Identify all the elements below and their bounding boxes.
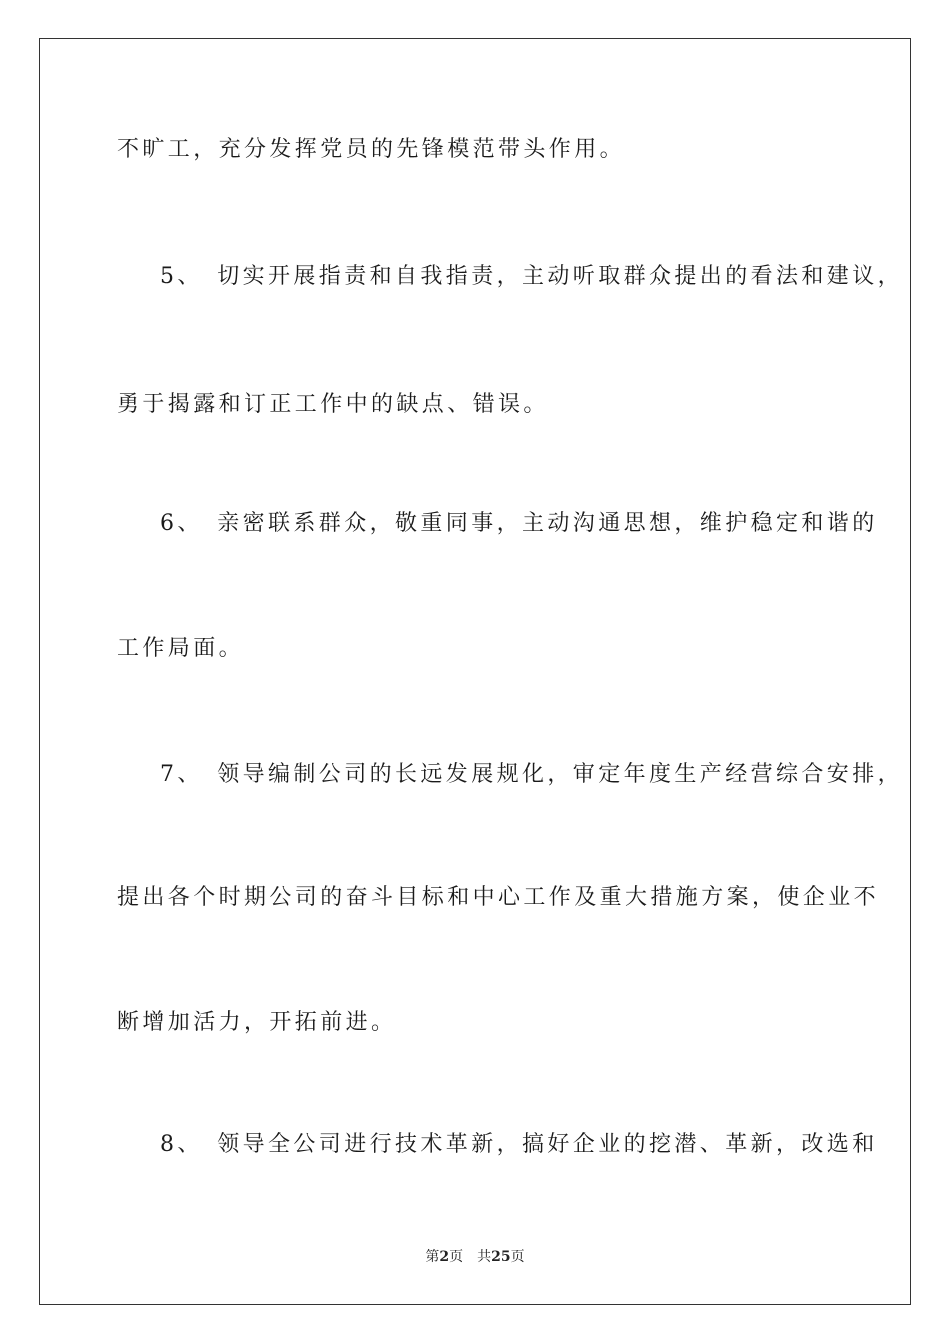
- text-line: 不旷工，充分发挥党员的先锋模范带头作用。: [117, 137, 626, 162]
- page-border: [39, 38, 911, 1305]
- text-line: 7、 领导编制公司的长远发展规化，审定年度生产经营综合安排，: [160, 762, 903, 787]
- text-line: 断增加活力，开拓前进。: [117, 1010, 397, 1035]
- text-line: 工作局面。: [117, 636, 245, 661]
- page-suffix: 页: [449, 1249, 464, 1265]
- total-prefix: 共: [477, 1249, 492, 1265]
- total-pages: 25: [491, 1249, 511, 1265]
- text-line: 5、 切实开展指责和自我指责，主动听取群众提出的看法和建议，: [160, 264, 903, 289]
- text-line: 8、 领导全公司进行技术革新，搞好企业的挖潜、革新，改选和: [160, 1132, 878, 1157]
- page-number: 2: [439, 1249, 450, 1265]
- page-prefix: 第: [425, 1249, 440, 1265]
- total-suffix: 页: [510, 1249, 525, 1265]
- text-line: 提出各个时期公司的奋斗目标和中心工作及重大措施方案，使企业不: [117, 885, 880, 910]
- text-line: 勇于揭露和订正工作中的缺点、错误。: [117, 392, 549, 417]
- text-line: 6、 亲密联系群众，敬重同事，主动沟通思想，维护稳定和谐的: [160, 511, 878, 536]
- page-footer: [0, 1246, 950, 1266]
